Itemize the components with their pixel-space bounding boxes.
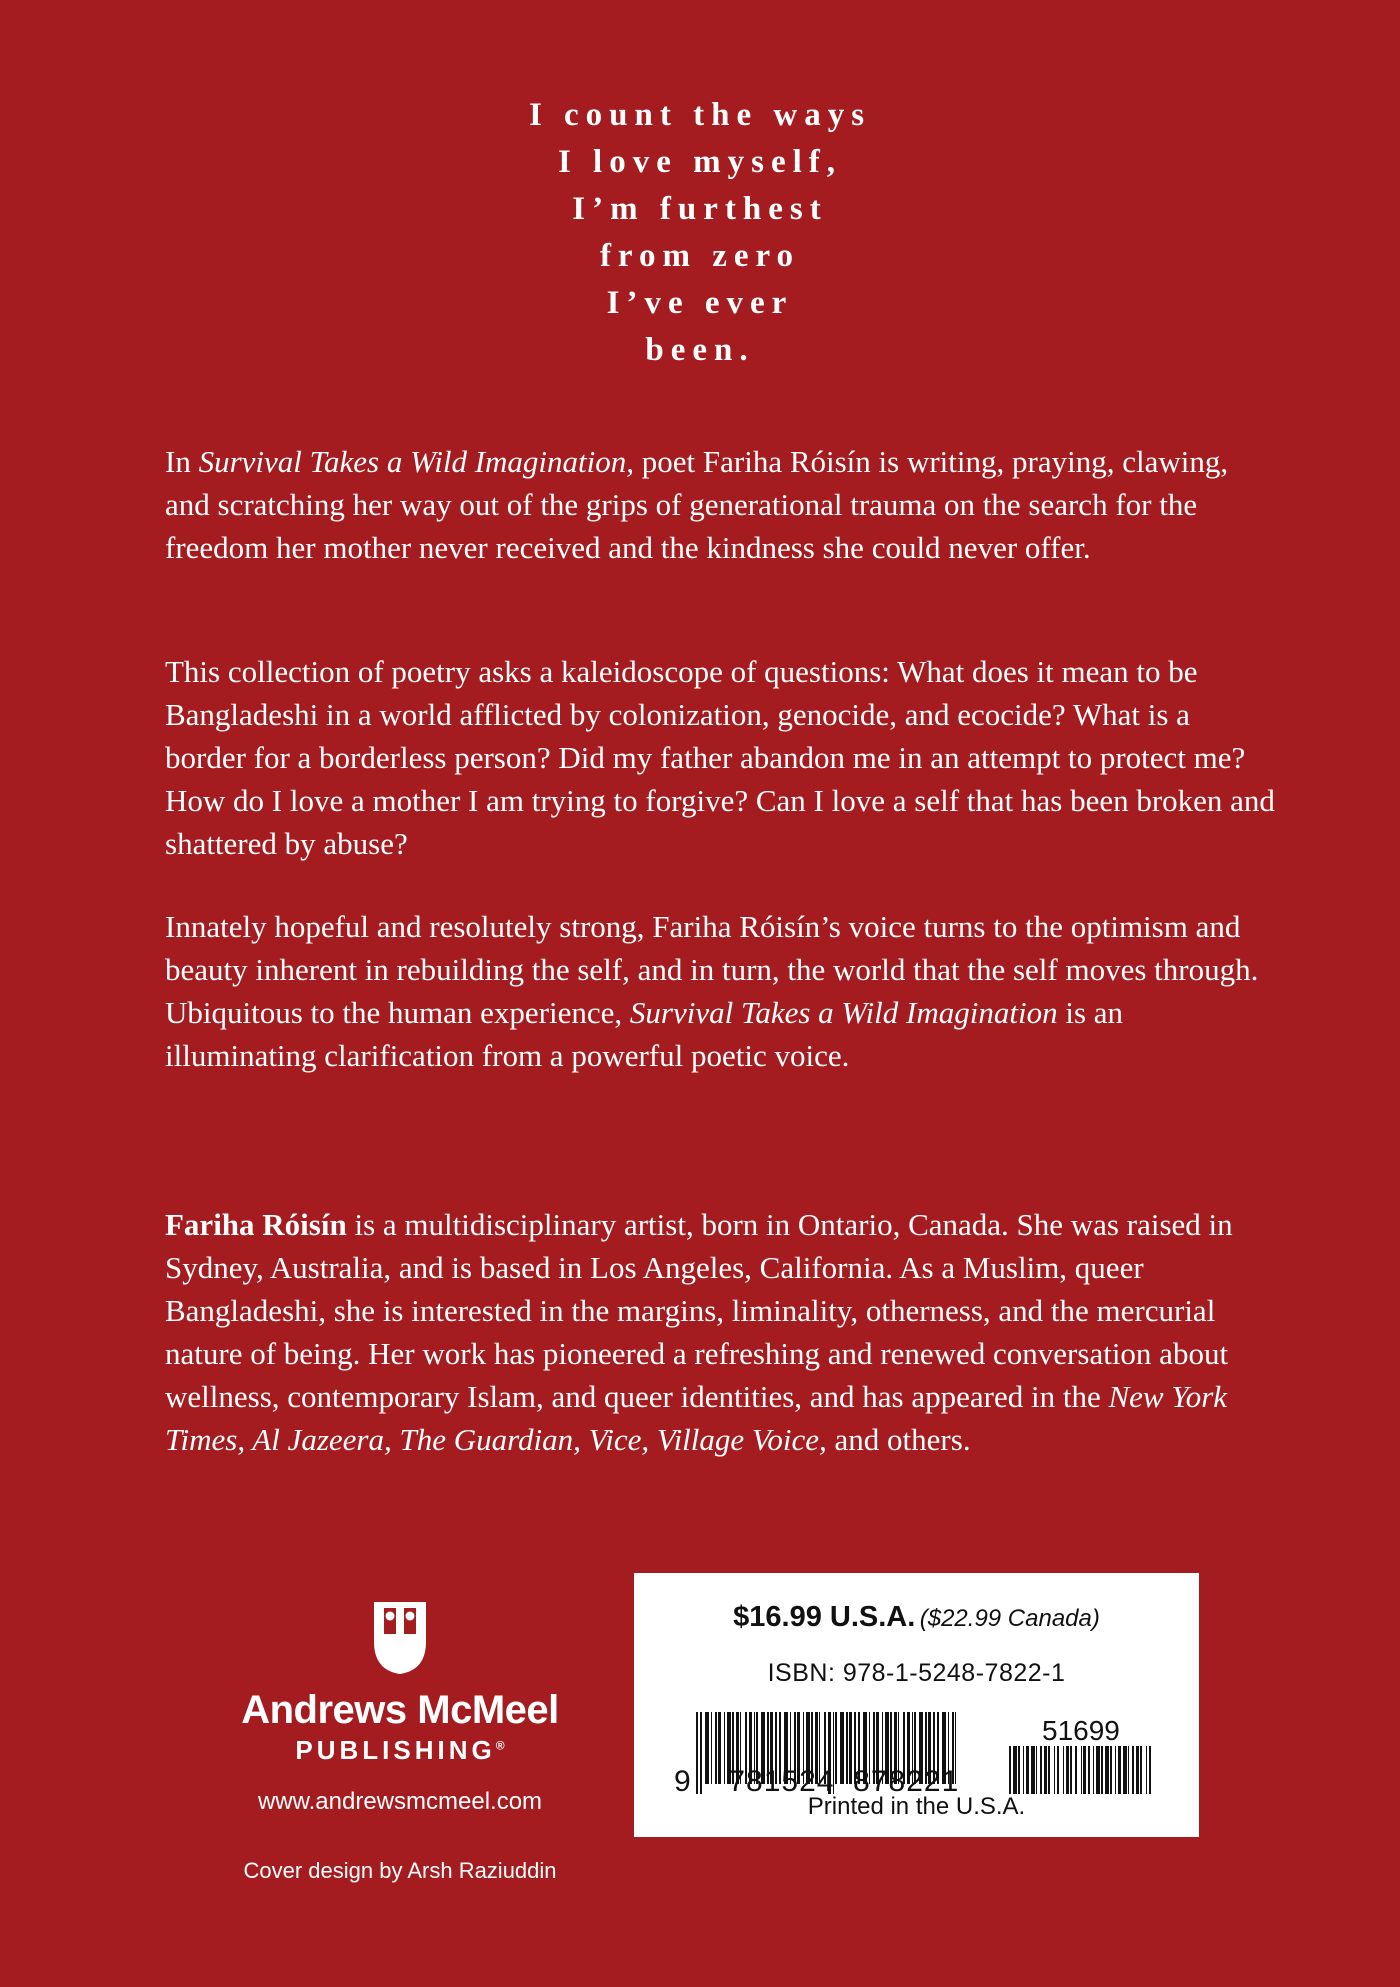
- publisher-url[interactable]: www.andrewsmcmeel.com: [257, 1788, 543, 1815]
- registered-mark: ®: [495, 1738, 505, 1753]
- isbn: ISBN: 978-1-5248-7822-1: [767, 1659, 1066, 1687]
- publisher-sub-text: PUBLISHING: [295, 1735, 496, 1765]
- epigraph-line-2: I love myself,: [557, 144, 843, 180]
- epigraph-line-1: I count the ways: [528, 97, 872, 133]
- price-line: [634, 1601, 1199, 1634]
- barcode-lead-digit: 9: [674, 1765, 692, 1798]
- author-bio: [165, 1203, 1275, 1461]
- p3-body: is an illuminating clarification from a powerful poetic voice.: [165, 995, 1124, 1073]
- p1-body: poet Fariha Róisín is writing, praying, clawing, and scratching her way out of the grips of generational trauma on the search for the freedom her mother never received and the kindness she could never offer.: [165, 444, 1229, 565]
- bio-outlets: New York Times, Al Jazeera, The Guardian, Vice, Village Voice,: [165, 1379, 1228, 1457]
- price-usa: $16.99 U.S.A.: [733, 1601, 916, 1633]
- publisher-logo-icon: [370, 1598, 430, 1678]
- book-title-italic: Survival Takes a Wild Imagination,: [198, 444, 635, 479]
- barcode-number: 781524 878221: [728, 1765, 960, 1798]
- cover-credit: Cover design by Arsh Raziuddin: [243, 1858, 557, 1883]
- p1-intro: In: [165, 444, 199, 479]
- addon-digits: 51699: [1042, 1715, 1120, 1746]
- printed-in: Printed in the U.S.A.: [807, 1793, 1026, 1820]
- epigraph-line-5: I’ve ever: [606, 285, 794, 321]
- p2-body: This collection of poetry asks a kaleidoscope of questions: What does it mean to be Bangladeshi in a world afflicted by colonization, genocide, and ecocide? What is a border for a borderless person? Did my father abandon me in an attempt to protect me? How do I love a mother I am trying to forgive? Can I love a self that has been broken and shattered by abuse?: [165, 654, 1275, 861]
- author-name: Fariha Róisín: [165, 1207, 347, 1242]
- epigraph-poem: [0, 92, 1400, 374]
- description-paragraph-1: [165, 440, 1275, 569]
- description-paragraph-3: [165, 905, 1275, 1077]
- bio-text: is a multidisciplinary artist, born in Ontario, Canada. She was raised in Sydney, Australia, and is based in Los Angeles, California. As a Muslim, queer Bangladeshi, she is interested in the margins, liminality, otherness, and the mercurial nature of being. Her work has pioneered a refreshing and renewed conversation about wellness, contemporary Islam, and queer identities, and has appeared in the: [165, 1207, 1233, 1414]
- price-canada: ($22.99 Canada): [919, 1605, 1100, 1632]
- bio-end: and others.: [826, 1422, 971, 1457]
- publisher-block: [195, 1598, 605, 1884]
- publisher-name: Andrews McMeel: [241, 1688, 559, 1732]
- publisher-sub: [195, 1735, 605, 1766]
- addon-barcode: [1009, 1746, 1154, 1794]
- price-barcode-box: [634, 1573, 1199, 1837]
- book-title-italic-2: Survival Takes a Wild Imagination: [629, 995, 1058, 1030]
- epigraph-line-3: I’m furthest: [572, 191, 828, 227]
- p3-intro: Innately hopeful and resolutely strong, Fariha Róisín’s voice turns to the optimism and beauty inherent in rebuilding the self, and in turn, the world that the self moves through. Ubiquitous to the human experience,: [165, 909, 1259, 1030]
- description-paragraph-2: [165, 650, 1275, 865]
- epigraph-line-6: been.: [645, 332, 755, 368]
- epigraph-line-4: from zero: [599, 238, 801, 274]
